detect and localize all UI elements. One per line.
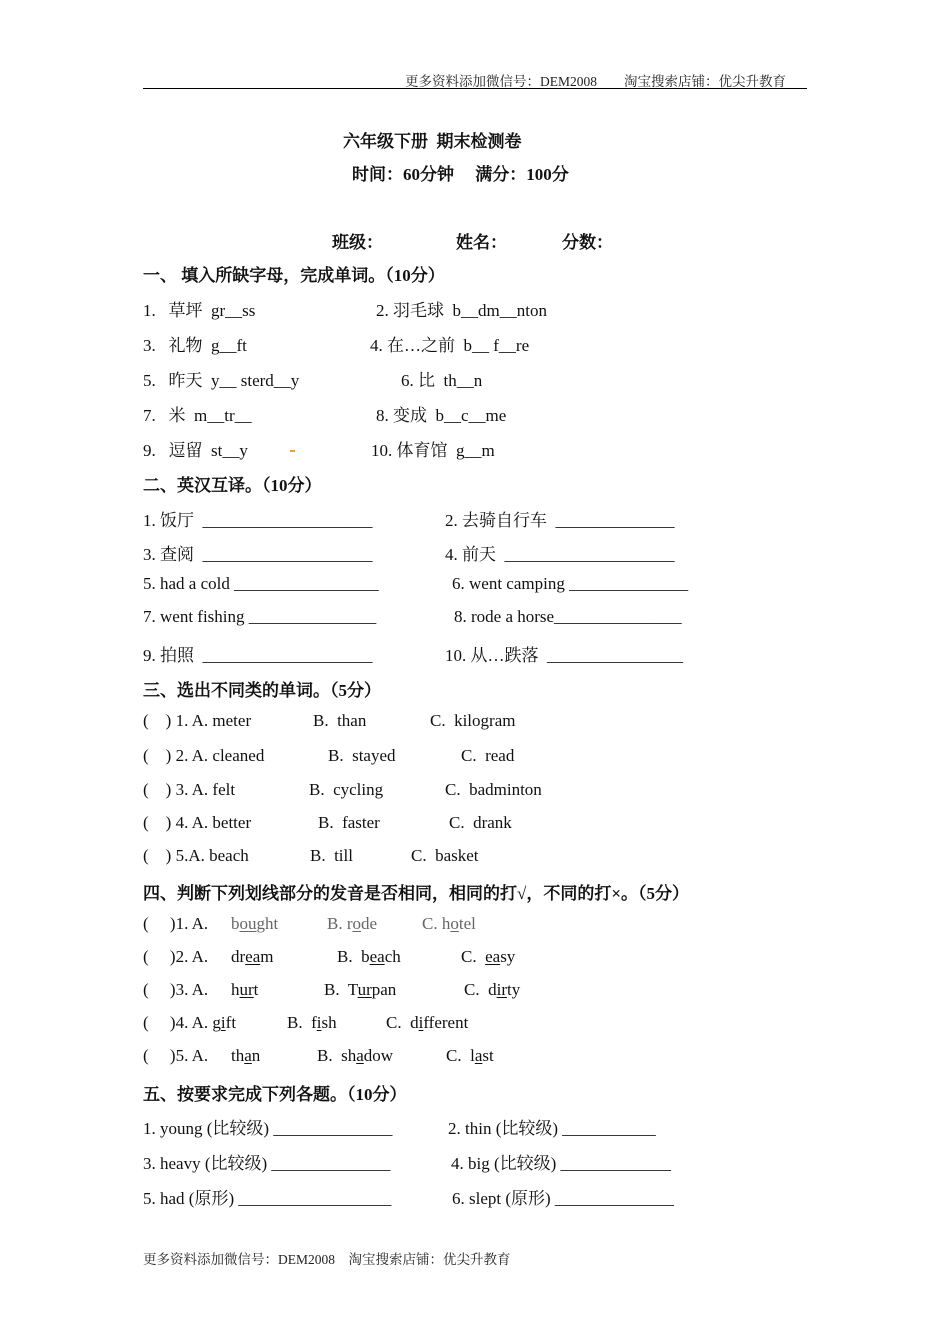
s2-item: 5. had a cold _________________ [143, 574, 379, 593]
s3-option-b: B. cycling [309, 780, 384, 799]
section-4-heading: 四、判断下列划线部分的发音是否相同，相同的打√，不同的打×。（5分） [143, 884, 690, 903]
s4-question: ( )1. A. [143, 914, 209, 933]
s3-option-c: C. read [461, 746, 515, 765]
s5-item: 3. heavy (比较级) ______________ [143, 1154, 391, 1173]
s2-item: 3. 查阅 ____________________ [143, 545, 373, 564]
s4-option-a: hurt [231, 980, 259, 999]
s3-option-b: B. than [313, 711, 367, 730]
s4-option-b: B. Turpan [324, 980, 397, 999]
s3-option-b: B. faster [318, 813, 380, 832]
s4-option-c: C. different [386, 1013, 469, 1032]
s3-question: ( ) 3. A. felt [143, 780, 236, 799]
section-3-heading: 三、选出不同类的单词。（5分） [143, 681, 381, 700]
s2-item: 7. went fishing _______________ [143, 607, 377, 626]
s1-item: 3. 礼物 g__ft [143, 336, 247, 355]
class-label: 班级： [332, 233, 383, 252]
s3-option-b: B. stayed [328, 746, 396, 765]
s2-item: 6. went camping ______________ [452, 574, 689, 593]
s1-item: 7. 米 m__tr__ [143, 406, 252, 425]
s5-item: 4. big (比较级) _____________ [451, 1154, 672, 1173]
s1-item: 6. 比 th__n [401, 371, 483, 390]
s4-option-b: B. shadow [317, 1046, 394, 1065]
name-label: 姓名： [456, 233, 507, 252]
s2-item: 10. 从…跌落 ________________ [445, 646, 683, 665]
footer-note: 更多资料添加微信号：DEM2008 淘宝搜索店铺：优尖升教育 [143, 1252, 511, 1267]
score-label: 分数： [562, 233, 613, 252]
s4-option-a: than [231, 1046, 261, 1065]
s4-question: ( )4. A. gift [143, 1013, 237, 1032]
s4-option-c: C. hotel [422, 914, 476, 933]
header-rule [143, 88, 807, 89]
s5-item: 5. had (原形) __________________ [143, 1189, 392, 1208]
s4-question: ( )3. A. [143, 980, 209, 999]
s2-item: 9. 拍照 ____________________ [143, 646, 373, 665]
s2-item: 4. 前天 ____________________ [445, 545, 675, 564]
s1-item: 2. 羽毛球 b__dm__nton [376, 301, 547, 320]
s1-item: 9. 逗留 st__y [143, 441, 248, 460]
stray-mark [290, 450, 295, 452]
s4-question: ( )5. A. [143, 1046, 209, 1065]
s1-item: 8. 变成 b__c__me [376, 406, 507, 425]
exam-title: 六年级下册 期末检测卷 [343, 132, 522, 151]
section-5-heading: 五、按要求完成下列各题。（10分） [143, 1085, 407, 1104]
s4-option-b: B. rode [327, 914, 378, 933]
s3-question: ( ) 5.A. beach [143, 846, 249, 865]
s3-option-b: B. till [310, 846, 353, 865]
s3-question: ( ) 1. A. meter [143, 711, 252, 730]
section-2-heading: 二、英汉互译。（10分） [143, 476, 322, 495]
s3-option-c: C. badminton [445, 780, 542, 799]
s2-item: 8. rode a horse_______________ [454, 607, 682, 626]
s3-option-c: C. kilogram [430, 711, 516, 730]
s5-item: 6. slept (原形) ______________ [452, 1189, 674, 1208]
s1-item: 5. 昨天 y__ sterd__y [143, 371, 300, 390]
s1-item: 10. 体育馆 g__m [371, 441, 495, 460]
s4-option-c: C. easy [461, 947, 516, 966]
s4-option-c: C. dirty [464, 980, 521, 999]
s2-item: 2. 去骑自行车 ______________ [445, 511, 675, 530]
s4-option-b: B. beach [337, 947, 401, 966]
s4-question: ( )2. A. [143, 947, 209, 966]
s3-question: ( ) 2. A. cleaned [143, 746, 265, 765]
s2-item: 1. 饭厅 ____________________ [143, 511, 373, 530]
s4-option-a: dream [231, 947, 274, 966]
s3-question: ( ) 4. A. better [143, 813, 252, 832]
header-note: 更多资料添加微信号：DEM2008 淘宝搜索店铺：优尖升教育 [405, 74, 786, 89]
s1-item: 1. 草坪 gr__ss [143, 301, 256, 320]
s5-item: 2. thin (比较级) ___________ [448, 1119, 656, 1138]
s4-option-b: B. fish [287, 1013, 337, 1032]
exam-time-score: 时间：60分钟 满分：100分 [352, 165, 569, 184]
s4-option-a: bought [231, 914, 279, 933]
section-1-heading: 一、 填入所缺字母，完成单词。（10分） [143, 266, 445, 285]
s3-option-c: C. drank [449, 813, 512, 832]
s4-option-c: C. last [446, 1046, 494, 1065]
s1-item: 4. 在…之前 b__ f__re [370, 336, 530, 355]
s3-option-c: C. basket [411, 846, 479, 865]
s5-item: 1. young (比较级) ______________ [143, 1119, 393, 1138]
